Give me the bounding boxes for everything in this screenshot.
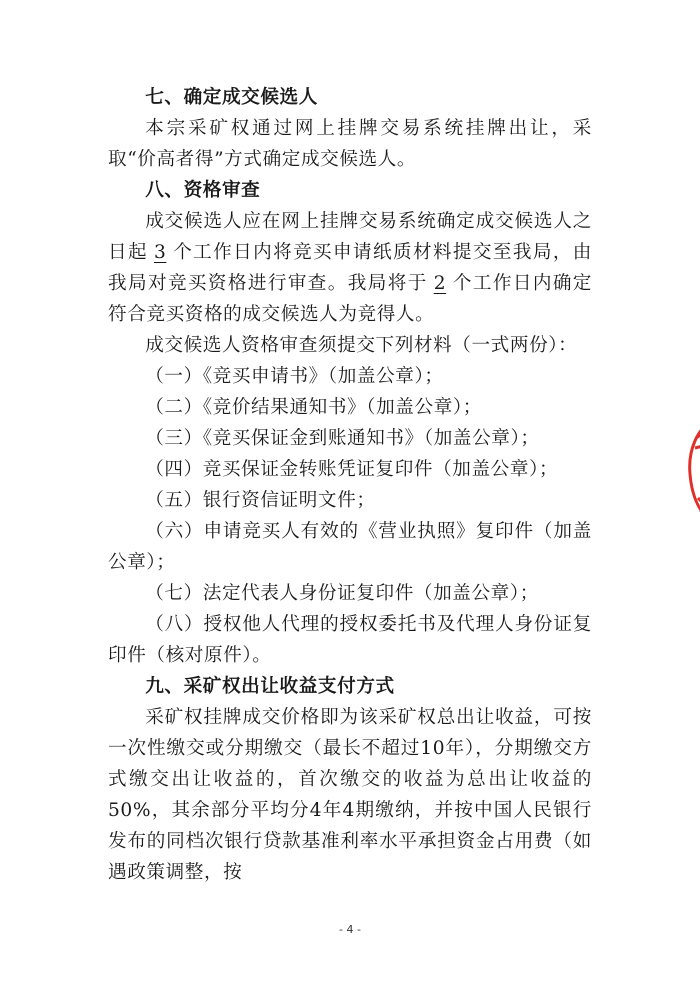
official-seal-edge — [678, 412, 700, 532]
section-7-paragraph: 本宗采矿权通过网上挂牌交易系统挂牌出让，采取“价高者得”方式确定成交候选人。 — [108, 118, 592, 170]
material-item-3: （三）《竞买保证金到账通知书》（加盖公章）； — [145, 428, 540, 449]
section-8-text-b: 个工作日内将竞买申请纸质材料提交至我局，由我局对竞买资格进行审查。我局将于 — [108, 242, 592, 294]
material-item-1: （一）《竞买申请书》（加盖公章）； — [145, 366, 444, 387]
section-7-heading: 七、确定成交候选人 — [145, 87, 318, 108]
page-number: - 4 - — [339, 923, 361, 936]
section-9-heading: 九、采矿权出让收益支付方式 — [145, 676, 395, 697]
section-8-text-c: 个工作日内确定符合竞买资格的成交候选人为竞得人。 — [108, 273, 592, 325]
material-item-8: （八）授权他人代理的授权委托书及代理人身份证复印件（核对原件）。 — [108, 614, 592, 666]
seal-graphic — [678, 412, 700, 532]
section-8-paragraph-1 — [108, 206, 592, 330]
section-8-text-a: 成交候选人应在网上挂牌交易系统确定成交候选人之日起 — [108, 211, 592, 263]
section-9-paragraph: 采矿权挂牌成交价格即为该采矿权总出让收益，可按一次性缴交或分期缴交（最长不超过10年），分期缴交方式缴交出让收益的，首次缴交的收益为总出让收益的50%，其余部分平均分4年4期缴纳，并按中国人民银行发布的同档次银行贷款基准利率水平承担资金占用费（如遇政策调整，按 — [108, 707, 592, 883]
seal-ring — [690, 418, 700, 526]
material-item-6: （六）申请竞买人有效的《营业执照》复印件（加盖公章）； — [108, 521, 592, 573]
section-8-heading: 八、资格审查 — [145, 180, 261, 201]
document-body — [108, 82, 592, 888]
material-item-2: （二）《竞价结果通知书》（加盖公章）； — [145, 397, 482, 418]
working-days-submit: 3 — [153, 242, 167, 263]
material-item-7: （七）法定代表人身份证复印件（加盖公章）； — [145, 583, 539, 604]
material-item-4: （四）竞买保证金转账凭证复印件（加盖公章）； — [145, 459, 559, 480]
material-item-5: （五）银行资信证明文件； — [145, 490, 376, 511]
section-8-paragraph-2: 成交候选人资格审查须提交下列材料（一式两份）： — [145, 335, 578, 356]
working-days-confirm: 2 — [433, 273, 447, 294]
